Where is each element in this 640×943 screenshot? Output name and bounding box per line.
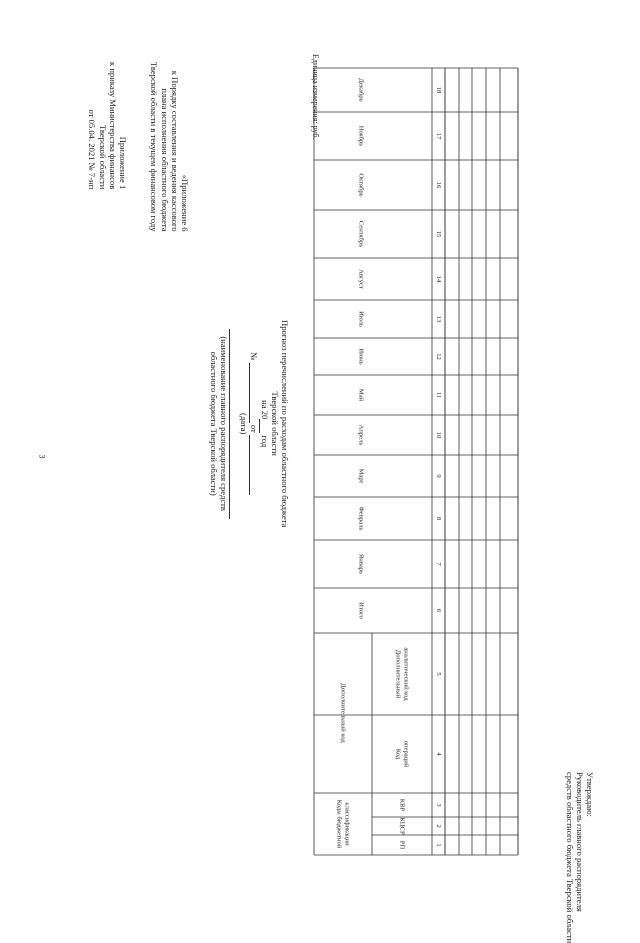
header-op-code: Код <box>394 748 402 760</box>
column-number: 16 <box>434 181 442 189</box>
column-number: 17 <box>434 132 442 140</box>
column-number: 12 <box>434 353 442 360</box>
column-number: 5 <box>434 672 442 676</box>
approval-line: средств областного бюджета Тверской области <box>564 772 575 943</box>
header-month: Апрель <box>357 424 365 446</box>
column-number: 10 <box>434 431 442 439</box>
column-number: 11 <box>434 391 442 399</box>
year-prefix: на 20 <box>259 400 270 420</box>
column-number: 8 <box>434 516 442 521</box>
appendix-6-line: Тверской области в текущем финансовом году <box>149 62 160 232</box>
number-prefix: № <box>249 352 260 361</box>
appendix-6-line: к Порядку составления и ведения кассового <box>169 70 180 232</box>
forecast-subtitle: Тверской области <box>269 391 280 456</box>
table-text <box>336 78 442 849</box>
column-number: 1 <box>434 843 442 847</box>
header-month: Октябрь <box>357 173 365 197</box>
header-month: Январь <box>357 553 365 575</box>
column-number: 7 <box>434 562 442 566</box>
header-budget-class: Коды бюджетной <box>335 799 343 849</box>
header-month: Февраль <box>357 506 365 531</box>
header-kvr: КВР <box>398 798 406 812</box>
header-month: Ноябрь <box>357 125 365 147</box>
column-number: 18 <box>434 86 442 94</box>
appendix-1-line: к приказу Министерства финансов <box>107 62 118 190</box>
header-kcsr: КЦСР <box>398 817 406 835</box>
header-op-code: операций <box>402 740 410 768</box>
header-total: Итого <box>357 602 365 619</box>
approval-block <box>564 772 595 943</box>
date-caption: (дата) <box>239 412 250 435</box>
column-number: 4 <box>434 752 442 756</box>
column-number: 15 <box>434 230 442 238</box>
header-budget-class: классификации <box>343 802 351 846</box>
column-number: 3 <box>434 803 442 807</box>
column-number: 9 <box>434 474 442 478</box>
header-month: Май <box>357 388 365 402</box>
column-number: 6 <box>434 608 442 613</box>
appendix-6-line: «Приложение 6 <box>180 174 190 232</box>
header-month: Август <box>357 269 365 289</box>
org-caption-1: (наименование главного распорядителя средств <box>218 336 229 511</box>
header-add-analytic: Дополнительный <box>394 649 402 699</box>
header-add-analytic: аналитический код <box>402 647 410 701</box>
approval-line: Руководитель главного распорядителя <box>574 772 585 912</box>
year-suffix: год <box>259 435 270 448</box>
header-month: Сентябрь <box>357 220 365 248</box>
appendix-1-line: Приложение 1 <box>118 136 128 190</box>
org-caption-2: областного бюджета Тверской области) <box>208 351 219 496</box>
appendix-1-line: Тверской области <box>97 125 108 190</box>
header-month: Июль <box>357 311 365 327</box>
date-from: от <box>249 424 260 433</box>
appendix-1-line: от 05.04. 2021 № 7-нп <box>87 109 98 190</box>
column-number: 13 <box>434 315 442 323</box>
approval-line: Утверждаю: <box>585 772 595 817</box>
forecast-title: Прогноз перечислений по расходам областного бюджета <box>280 320 290 528</box>
header-month: Декабрь <box>357 78 365 102</box>
page-number: 3 <box>37 454 47 459</box>
header-rz: РП <box>398 840 406 850</box>
header-month: Июнь <box>357 348 365 365</box>
unit-label: Единица измерения: руб. <box>311 54 320 140</box>
header-month: Март <box>357 468 365 484</box>
appendix-6-line: плана исполнения областного бюджета <box>159 88 170 232</box>
column-number: 2 <box>434 824 442 828</box>
header-additional-code: Дополнительный код <box>339 683 347 743</box>
column-number: 14 <box>434 275 442 283</box>
